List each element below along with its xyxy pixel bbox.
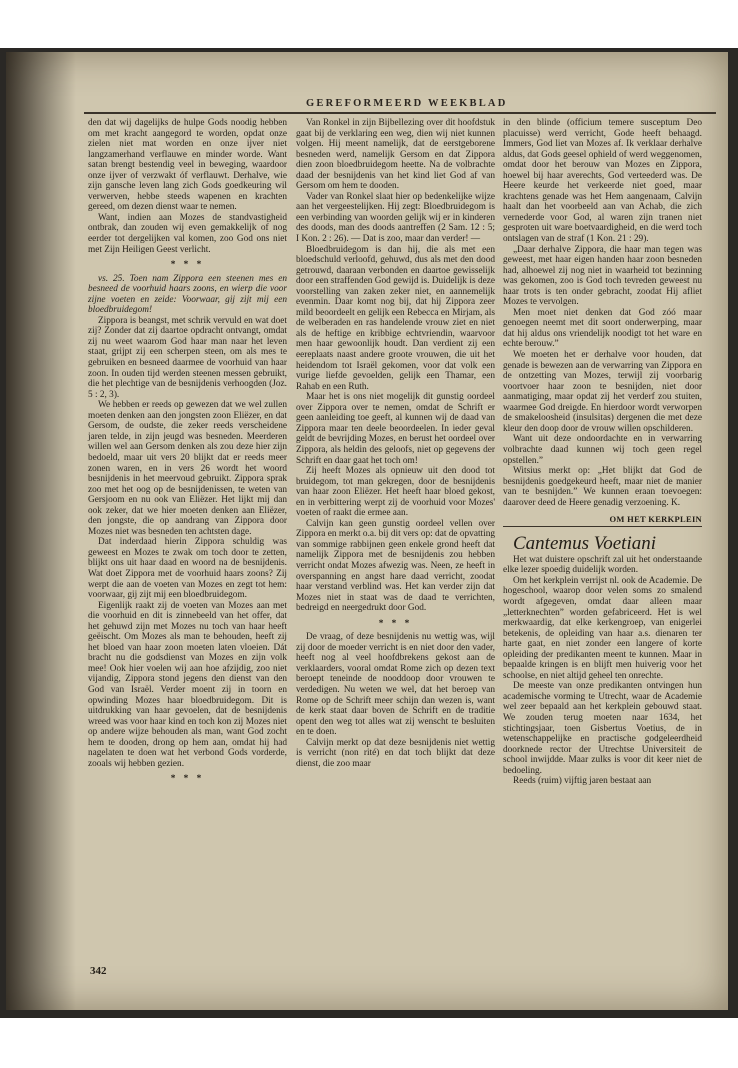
paragraph: Het wat duistere opschrift zal uit het onderstaande elke lezer spoedig duidelijk worden.: [503, 554, 702, 576]
paragraph: We moeten het er derhalve voor houden, dat genade is bewezen aan de verwarring van Zippora en de ontzetting van Mozes, terwijl zij voorbarig voortvoer haar zoon te besnijden, niet door aanmatiging, maar opdat zij het verderf zou stuiten, waarmee God dreigde. En hierdoor wordt verworpen de smakeloosheid (insulsitas) dergenen die met deze kleur den doop door de vrouw willen opschilderen.: [503, 350, 702, 434]
column-3: [503, 118, 702, 787]
paragraph: Zij heeft Mozes als opnieuw uit den dood tot bruidegom, tot man gekregen, door de besnijdenis van haar zoon Eliëzer. Het heeft haar bloed gekost, en in verbittering werpt zij de voorhuid voor Mozes' voeten of raakt die ermee aan.: [296, 466, 495, 519]
paragraph: Bloedbruidegom is dan hij, die als met een bloedschuld verloofd, gehuwd, dus als met den dood getrouwd, daaraan verbonden en daartoe gewisselijk door een straffenden God gewijd is. Duidelijk is deze voorstelling van zaken zeker niet, en aannemelijk evenmin. Daar komt nog bij, dat hij Zippora zeer mild beoordeelt en gelijk een Rebecca en Mirjam, als de welberaden en ras handelende vrouw ziet en niet als de heftige en kribbige echtvriendin, waarvoor men haar gewoonlijk houdt. Dan verdient zij een eereplaats naast andere groote vrouwen, die uit het heidendom tot Israël gekomen, voor dat volk een vurige liefde gevoelden, gelijk een Thamar, een Rahab en een Ruth.: [296, 244, 495, 392]
paragraph: „Daar derhalve Zippora, die haar man tegen was geweest, met haar eigen handen haar zoon besneden had, alhoewel zij nog niet in waarheid tot bezinning was gekomen, zoo is God toch tevreden geweest nu haar trots is ten onder gebracht, zoodat Hij afliet Mozes te vervolgen.: [503, 244, 702, 308]
article-title: Cantemus Voetiani: [513, 532, 657, 554]
paragraph: Dat inderdaad hierin Zippora schuldig was geweest en Mozes te zwak om toch door te zetten, blijkt ons uit haar daad en woord na de besnijdenis. Wat doet Zippora met de voorhuid haars zoons? Zij werpt die aan de voeten van Mozes en zegt tot hem: voorwaar, gij zijt mij een bloedbruidegom.: [88, 537, 287, 601]
section-separator: * * *: [378, 618, 413, 629]
column-1: [88, 118, 287, 788]
section-label: OM HET KERKPLEIN: [503, 514, 702, 527]
paragraph: Want uit deze ondoordachte en in verwarring volbrachte daad kunnen wij toch geen regel opstellen.”: [503, 434, 702, 466]
paragraph: Calvijn merkt op dat deze besnijdenis niet wettig is verricht (non rité) en dat toch blijkt dat deze dienst, die zoo maar: [296, 737, 495, 769]
page-header: GEREFORMEERD WEEKBLAD: [306, 98, 508, 109]
scan-background: [0, 48, 738, 1018]
paragraph: Om het kerkplein verrijst nl. ook de Academie. De hogeschool, waarop door velen soms zo smalend wordt afgegeven, omdat daar alleen maar „letterknechten” worden gefabriceerd. Het is wel merkwaardig, dat elke kerkengroep, van enigerlei betekenis, de opleiding van haar a.s. dienaren ter harte gaat, en niet zonder een langere of korte opleiding der predikanten meent te kunnen. Maar in bepaalde kringen is en blijft men huiverig voor het schoolse, en niet altijd geheel ten onrechte.: [503, 575, 702, 681]
paragraph: Reeds (ruim) vijftig jaren bestaat aan: [513, 776, 652, 787]
section-separator: * * *: [170, 774, 205, 785]
section-separator: * * *: [170, 260, 205, 271]
paragraph: De meeste van onze predikanten ontvingen hun academische vorming te Utrecht, waar de Academie wel zeer bepaald aan het kerkplein gebouwd staat. We zouden terug moeten naar 1634, het stichtingsjaar, toen Gisbertus Voetius, de in wetenschappelijke en practische godgeleerdheid doorknede rector der Utrechtse Universiteit de school inwijdde. Maar zulks is voor dit keer niet de bedoeling.: [503, 681, 702, 776]
paragraph: in den blinde (officium temere susceptum Deo placuisse) werd verricht, Gode heeft behaagd. Immers, God liet van Mozes af. Ik verklaar derhalve aldus, dat Gods geesel ophield of werd weggenomen, omdat door het berouw van Mozes en Zippora, hoewel bij haar averechts, God verteederd was. De Heere keurde het verkeerde niet goed, maar krachtens genade was het Hem aangenaam, Calvijn haalt dan het voorbeeld aan van Achab, die zich vernederde voor God, al waren zijn tranen niet gesproten uit ware boetvaardigheid, en die werd toch ontslagen van de straf (1 Kon. 21 : 29).: [503, 118, 702, 245]
paragraph: den dat wij dagelijks de hulpe Gods noodig hebben om met kracht aangegord te worden, opdat onze zielen niet mat worden en onze ijver niet langzamerhand verflauwe en minder worde. Want satan brengt bestendig veel in beweging, waardoor onze ijver of verzwakt óf verflauwt. Derhalve, wie zijn gansche leven lang zich Gods goedkeuring wil verwerven, hebbe steeds wapenen en krachten gereed, om dezen dienst waar te nemen.: [88, 118, 287, 213]
paragraph: Eigenlijk raakt zij de voeten van Mozes aan met die voorhuid en dit is zinnebeeld van het offer, dat het gehuwd zijn met Mozes nu toch van haar heeft geëischt. Om Mozes als man te behouden, heeft zij het bloed van haar zoon moeten laten vloeien. Dát bracht nu die godsdienst van Mozes en zijn volk mee! Ook hier voelen wij aan hoe afzijdig, zoo niet vijandig, Zippora stond jegens den dienst van den God van Israël. Verder moent zij in toorn en opwinding Mozes haar bloedbruidegom. Dit is uitdrukking van haar gevoelen, dat de besnijdenis wreed was voor haar kind en toch kon zij Mozes niet op andere wijze behouden als man, want God zocht hem te dooden, drong op hem aan, omdat hij had nagelaten te doen wat het verbond Gods vorderde, zooals wij hebben gezien.: [88, 600, 287, 769]
paragraph: Witsius merkt op: „Het blijkt dat God de besnijdenis goedgekeurd heeft, maar niet de manier van te besnijden.” We kunnen eraan toevoegen: daarover deed de Heere genadig verzoening. K.: [503, 466, 702, 508]
paragraph: Calvijn kan geen gunstig oordeel vellen over Zippora en merkt o.a. bij dit vers op: dat de opvatting van sommige rabbijnen geen enkele grond heeft dat namelijk Zippora met de besnijdenis zou hebben verricht ondat Mozes afwezig was. Neen, ze heeft in overspanning en angst hare daad verricht, zoodat haar verstand verblind was. Het kan verder zijn dat Mozes niet in staat was de daad te verrichten, bedreigd en neergedrukt door God.: [296, 518, 495, 614]
paragraph: We hebben er reeds op gewezen dat we wel zullen moeten denken aan den jongsten zoon Eliëzer, en dat Gersom, de oudste, die zeker reeds verscheidene jaren telde, in zijn jeugd was besneden. Meerderen willen wel aan Gersom denken als zou deze hier zijn bedoeld, maar uit vers 20 blijkt dat er reeds meer zonen waren, en in vers 26 wordt het woord besnijdenis in het meervoud gebruikt. Zippora sprak zoo met het oog op de besnijdenissen, te weten van Gersjoom en nu ook van Eliëzer. Het lijkt mij dan ook zeker, dat we hier moeten denken aan Eliëzer, den jongste, die op aandrang van Zippora door Mozes niet was besneden ten achtsten dage.: [88, 400, 287, 537]
paragraph: Maar het is ons niet mogelijk dit gunstig oordeel over Zippora over te nemen, omdat de Schrift er geen aanleiding toe geeft, al kunnen wij de daad van Zippora maar ten deele beoordeelen. In ieder geval geldt de bevrijding Mozes, en berust het oordeel over Zippora, als heldin des geloofs, niet op gegevens der Schrift en daar gaat het toch om!: [296, 392, 495, 466]
page-number: 342: [90, 965, 107, 977]
header-rule: [84, 112, 716, 114]
page-shadow: [6, 52, 76, 1010]
paragraph: Men moet niet denken dat God zóó maar genoegen neemt met dit soort onderwerping, maar dat hij aldus ons vriendelijk noodigt tot het ware en echte berouw.”: [503, 307, 702, 350]
column-2: [296, 118, 495, 769]
paragraph: De vraag, of deze besnijdenis nu wettig was, wijl zij door de moeder verricht is en niet door den vader, heeft nog al veel hoofdbrekens gekost aan de verklaarders, vooral omdat Rome zich op dezen text beroept teneinde de nooddoop door vrouwen te verdedigen. Nu weten we wel, dat het beroep van Rome op de Schrift meer schijn dan wezen is, want de kerk staat daar boven de Schrift en de traditie opent den weg tot alles wat zij wenscht te besluiten en te doen.: [296, 632, 495, 738]
paragraph: Vader van Ronkel slaat hier op bedenkelijke wijze aan het vergeestelijken. Hij zegt: Bloedbruidegom is een verbinding van woorden gelijk wij er in kinderen des doods, man des doods aantreffen (2 Sam. 12 : 5; I Kon. 2 : 26). — Dat is zoo, maar dan verder! —: [296, 191, 495, 245]
paragraph: Van Ronkel in zijn Bijbellezing over dit hoofdstuk gaat bij de verklaring een weg, dien wij niet kunnen volgen. Hij meent namelijk, dat de eerstgeborene besneden werd, namelijk Gersom en dat Zippora dien zoon bloedbruidegom heette. Na de volbrachte daad der besnijdenis van het kind liet God af van Gersom om hem te dooden.: [296, 118, 495, 192]
verse-quote: vs. 25. Toen nam Zippora een steenen mes en besneed de voorhuid haars zoons, en wierp die voor zijne voeten en zeide: Voorwaar, gij zijt mij een bloedbruidegom!: [88, 273, 287, 316]
newspaper-page: [6, 52, 728, 1010]
paragraph: Zippora is beangst, met schrik vervuld en wat doet zij? Zonder dat zij daartoe opdracht ontvangt, omdat zij nu weet waarom God haar man naar het leven staat, grijpt zij een scherpen steen, om als mes te gebruiken en besneed daarmee de voorhuid van haar zoon. In ouden tijd werden steenen messen gebruikt, die het plechtige van de besnijdenis verhoogden (Joz. 5 : 2, 3).: [88, 315, 287, 400]
paragraph: Want, indien aan Mozes de standvastigheid ontbrak, dan zouden wij even gemakkelijk of nog eerder tot dergelijken val komen, zoo God ons niet met Zijn Heiligen Geest verlicht.: [88, 212, 287, 255]
